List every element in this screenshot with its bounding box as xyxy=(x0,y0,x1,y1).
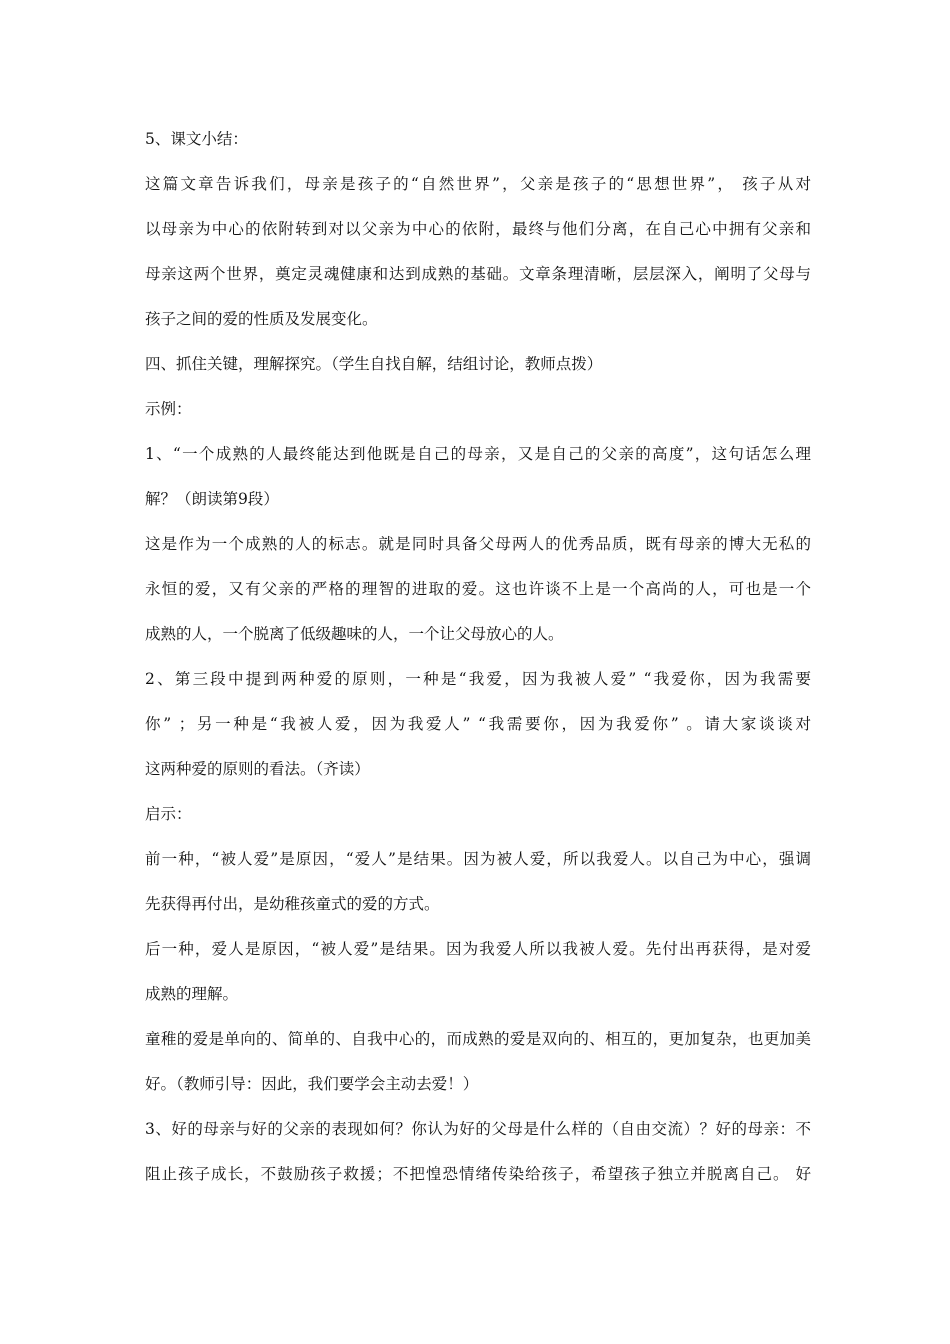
text-line: 成熟的人，一个脱离了低级趣味的人，一个让父母放心的人。 xyxy=(145,625,564,643)
text-line: 启示： xyxy=(145,805,192,823)
text-line: 四、抓住关键，理解探究。（学生自找自解，结组讨论，教师点拨） xyxy=(145,355,603,373)
document-body xyxy=(145,117,811,1197)
text-line: 前一种，“被人爱”是原因，“爱人”是结果。因为被人爱，所以我爱人。以自己为中心，强调 xyxy=(145,850,811,868)
text-line: 解？（朗读第9段） xyxy=(145,490,279,508)
text-line: 后一种，爱人是原因，“被人爱”是结果。因为我爱人所以我被人爱。先付出再获得，是对爱 xyxy=(145,940,811,958)
text-line: 这两种爱的原则的看法。（齐读） xyxy=(145,760,370,778)
text-line: 以母亲为中心的依附转到对以父亲为中心的依附，最终与他们分离，在自己心中拥有父亲和 xyxy=(145,220,811,238)
text-line: 永恒的爱，又有父亲的严格的理智的进取的爱。这也许谈不上是一个高尚的人，可也是一个 xyxy=(145,580,811,598)
text-line: 好。（教师引导：因此，我们要学会主动去爱！） xyxy=(145,1075,479,1093)
text-line: 母亲这两个世界，奠定灵魂健康和达到成熟的基础。文章条理清晰，层层深入，阐明了父母与 xyxy=(145,265,811,283)
text-line: 1、“一个成熟的人最终能达到他既是自己的母亲，又是自己的父亲的高度”，这句话怎么理 xyxy=(145,445,811,463)
text-line: 示例： xyxy=(145,400,192,418)
text-line: 孩子之间的爱的性质及发展变化。 xyxy=(145,310,378,328)
text-line: 成熟的理解。 xyxy=(145,985,239,1003)
text-line: 阻止孩子成长，不鼓励孩子救援；不把惶恐情绪传染给孩子，希望孩子独立并脱离自己。 好 xyxy=(145,1165,811,1183)
text-line: 童稚的爱是单向的、简单的、自我中心的，而成熟的爱是双向的、相互的，更加复杂，也更加美 xyxy=(145,1030,811,1048)
text-line: 2、第三段中提到两种爱的原则，一种是“我爱，因为我被人爱” “我爱你，因为我需要 xyxy=(145,670,811,688)
text-line: 先获得再付出，是幼稚孩童式的爱的方式。 xyxy=(145,895,440,913)
text-line: 这是作为一个成熟的人的标志。就是同时具备父母两人的优秀品质，既有母亲的博大无私的 xyxy=(145,535,811,553)
text-line: 3、好的母亲与好的父亲的表现如何？你认为好的父母是什么样的（自由交流）？好的母亲：不 xyxy=(145,1120,811,1138)
text-line: 你” ；另一种是“我被人爱，因为我爱人” “我需要你，因为我爱你” 。请大家谈谈对 xyxy=(145,715,811,733)
text-line: 5、课文小结： xyxy=(145,130,248,148)
text-line: 这篇文章告诉我们，母亲是孩子的“自然世界”，父亲是孩子的“思想世界”， 孩子从对 xyxy=(145,175,811,193)
